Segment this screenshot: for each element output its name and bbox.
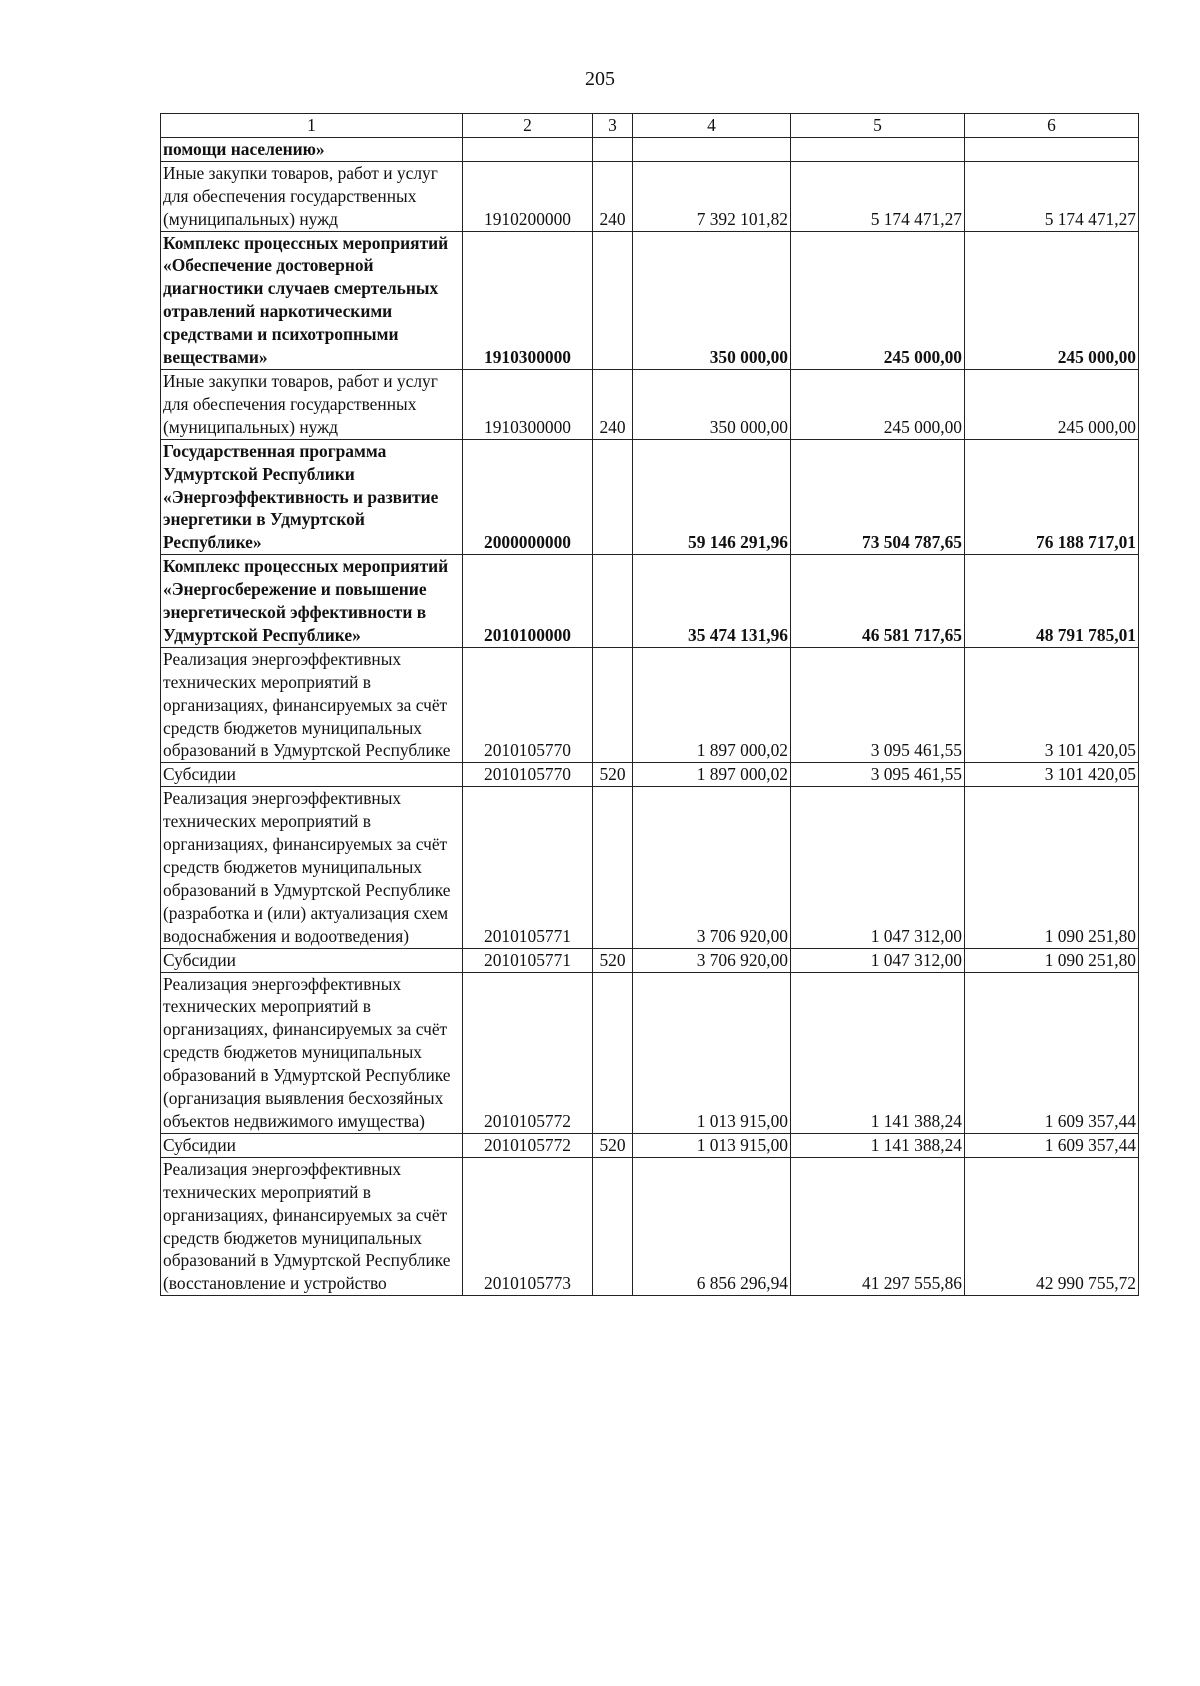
row-name: Иные закупки товаров, работ и услуг для обеспечения государственных (муниципальных) нужд <box>161 369 463 439</box>
amount-col-5: 5 174 471,27 <box>791 161 965 231</box>
expense-type-code <box>593 231 633 369</box>
row-name: Субсидии <box>161 948 463 972</box>
amount-col-6: 1 609 357,44 <box>965 1133 1139 1157</box>
column-number: 1 <box>161 114 463 138</box>
table-row <box>161 231 1139 369</box>
expense-type-code <box>593 439 633 555</box>
amount-col-6: 1 090 251,80 <box>965 787 1139 948</box>
expense-type-code: 240 <box>593 161 633 231</box>
amount-col-6: 48 791 785,01 <box>965 555 1139 648</box>
row-name: Реализация энергоэффективных технических мероприятий в организациях, финансируемых за счёт средств бюджетов муниципальных образований в Удмуртской Республике (организация выявления бесхозяйных объектов недвижимого имущества) <box>161 972 463 1133</box>
target-article-code: 1910300000 <box>463 369 593 439</box>
amount-col-6: 3 101 420,05 <box>965 647 1139 763</box>
amount-col-6: 1 090 251,80 <box>965 948 1139 972</box>
expense-type-code <box>593 137 633 161</box>
expense-type-code <box>593 787 633 948</box>
column-number: 4 <box>633 114 791 138</box>
column-number: 3 <box>593 114 633 138</box>
column-number-row <box>161 114 1139 138</box>
column-number: 5 <box>791 114 965 138</box>
amount-col-5: 1 047 312,00 <box>791 948 965 972</box>
amount-col-4: 6 856 296,94 <box>633 1157 791 1295</box>
row-name: Субсидии <box>161 763 463 787</box>
amount-col-4: 1 013 915,00 <box>633 972 791 1133</box>
expense-type-code <box>593 972 633 1133</box>
table-row <box>161 439 1139 555</box>
amount-col-5: 3 095 461,55 <box>791 647 965 763</box>
expense-type-code: 240 <box>593 369 633 439</box>
amount-col-6: 3 101 420,05 <box>965 763 1139 787</box>
table-row <box>161 1133 1139 1157</box>
amount-col-5: 41 297 555,86 <box>791 1157 965 1295</box>
target-article-code: 1910300000 <box>463 231 593 369</box>
table-row <box>161 948 1139 972</box>
expense-type-code <box>593 555 633 648</box>
row-name: Комплекс процессных мероприятий «Энергосбережение и повышение энергетической эффективности в Удмуртской Республике» <box>161 555 463 648</box>
amount-col-4: 35 474 131,96 <box>633 555 791 648</box>
amount-col-4: 1 897 000,02 <box>633 763 791 787</box>
amount-col-4: 3 706 920,00 <box>633 787 791 948</box>
target-article-code: 1910200000 <box>463 161 593 231</box>
table-row <box>161 972 1139 1133</box>
amount-col-6: 245 000,00 <box>965 231 1139 369</box>
expense-type-code: 520 <box>593 1133 633 1157</box>
amount-col-5 <box>791 137 965 161</box>
amount-col-4 <box>633 137 791 161</box>
table-row <box>161 763 1139 787</box>
amount-col-6: 5 174 471,27 <box>965 161 1139 231</box>
target-article-code: 2010105771 <box>463 948 593 972</box>
row-name: Реализация энергоэффективных технических мероприятий в организациях, финансируемых за счёт средств бюджетов муниципальных образований в Удмуртской Республике (разработка и (или) актуализация схем водоснабжения и водоотведения) <box>161 787 463 948</box>
target-article-code: 2010105770 <box>463 647 593 763</box>
amount-col-4: 350 000,00 <box>633 369 791 439</box>
row-name: Реализация энергоэффективных технических мероприятий в организациях, финансируемых за счёт средств бюджетов муниципальных образований в Удмуртской Республике (восстановление и устройство <box>161 1157 463 1295</box>
row-name: Иные закупки товаров, работ и услуг для обеспечения государственных (муниципальных) нужд <box>161 161 463 231</box>
expense-type-code <box>593 647 633 763</box>
table-row <box>161 161 1139 231</box>
expense-type-code <box>593 1157 633 1295</box>
table-row <box>161 787 1139 948</box>
row-name: помощи населению» <box>161 137 463 161</box>
budget-table <box>160 113 1139 1296</box>
table-row <box>161 647 1139 763</box>
table-row <box>161 137 1139 161</box>
amount-col-6: 42 990 755,72 <box>965 1157 1139 1295</box>
row-name: Государственная программа Удмуртской Республики «Энергоэффективность и развитие энергетики в Удмуртской Республике» <box>161 439 463 555</box>
amount-col-6: 245 000,00 <box>965 369 1139 439</box>
amount-col-4: 7 392 101,82 <box>633 161 791 231</box>
table-row <box>161 369 1139 439</box>
row-name: Реализация энергоэффективных технических мероприятий в организациях, финансируемых за счёт средств бюджетов муниципальных образований в Удмуртской Республике <box>161 647 463 763</box>
amount-col-6 <box>965 137 1139 161</box>
row-name: Комплекс процессных мероприятий «Обеспечение достоверной диагностики случаев смертельных отравлений наркотическими средствами и психотропными веществами» <box>161 231 463 369</box>
page-number: 205 <box>585 68 615 90</box>
amount-col-6: 76 188 717,01 <box>965 439 1139 555</box>
amount-col-4: 1 013 915,00 <box>633 1133 791 1157</box>
amount-col-5: 3 095 461,55 <box>791 763 965 787</box>
target-article-code: 2010100000 <box>463 555 593 648</box>
target-article-code: 2010105771 <box>463 787 593 948</box>
expense-type-code: 520 <box>593 948 633 972</box>
amount-col-5: 46 581 717,65 <box>791 555 965 648</box>
target-article-code: 2010105773 <box>463 1157 593 1295</box>
table-row <box>161 555 1139 648</box>
amount-col-4: 1 897 000,02 <box>633 647 791 763</box>
target-article-code: 2010105772 <box>463 972 593 1133</box>
amount-col-4: 59 146 291,96 <box>633 439 791 555</box>
column-number: 6 <box>965 114 1139 138</box>
amount-col-4: 3 706 920,00 <box>633 948 791 972</box>
amount-col-5: 1 141 388,24 <box>791 1133 965 1157</box>
amount-col-6: 1 609 357,44 <box>965 972 1139 1133</box>
amount-col-5: 1 141 388,24 <box>791 972 965 1133</box>
expense-type-code: 520 <box>593 763 633 787</box>
amount-col-5: 1 047 312,00 <box>791 787 965 948</box>
target-article-code <box>463 137 593 161</box>
column-number: 2 <box>463 114 593 138</box>
amount-col-5: 245 000,00 <box>791 369 965 439</box>
target-article-code: 2010105772 <box>463 1133 593 1157</box>
amount-col-5: 245 000,00 <box>791 231 965 369</box>
target-article-code: 2010105770 <box>463 763 593 787</box>
amount-col-4: 350 000,00 <box>633 231 791 369</box>
amount-col-5: 73 504 787,65 <box>791 439 965 555</box>
table-row <box>161 1157 1139 1295</box>
target-article-code: 2000000000 <box>463 439 593 555</box>
table-body <box>161 137 1139 1295</box>
row-name: Субсидии <box>161 1133 463 1157</box>
